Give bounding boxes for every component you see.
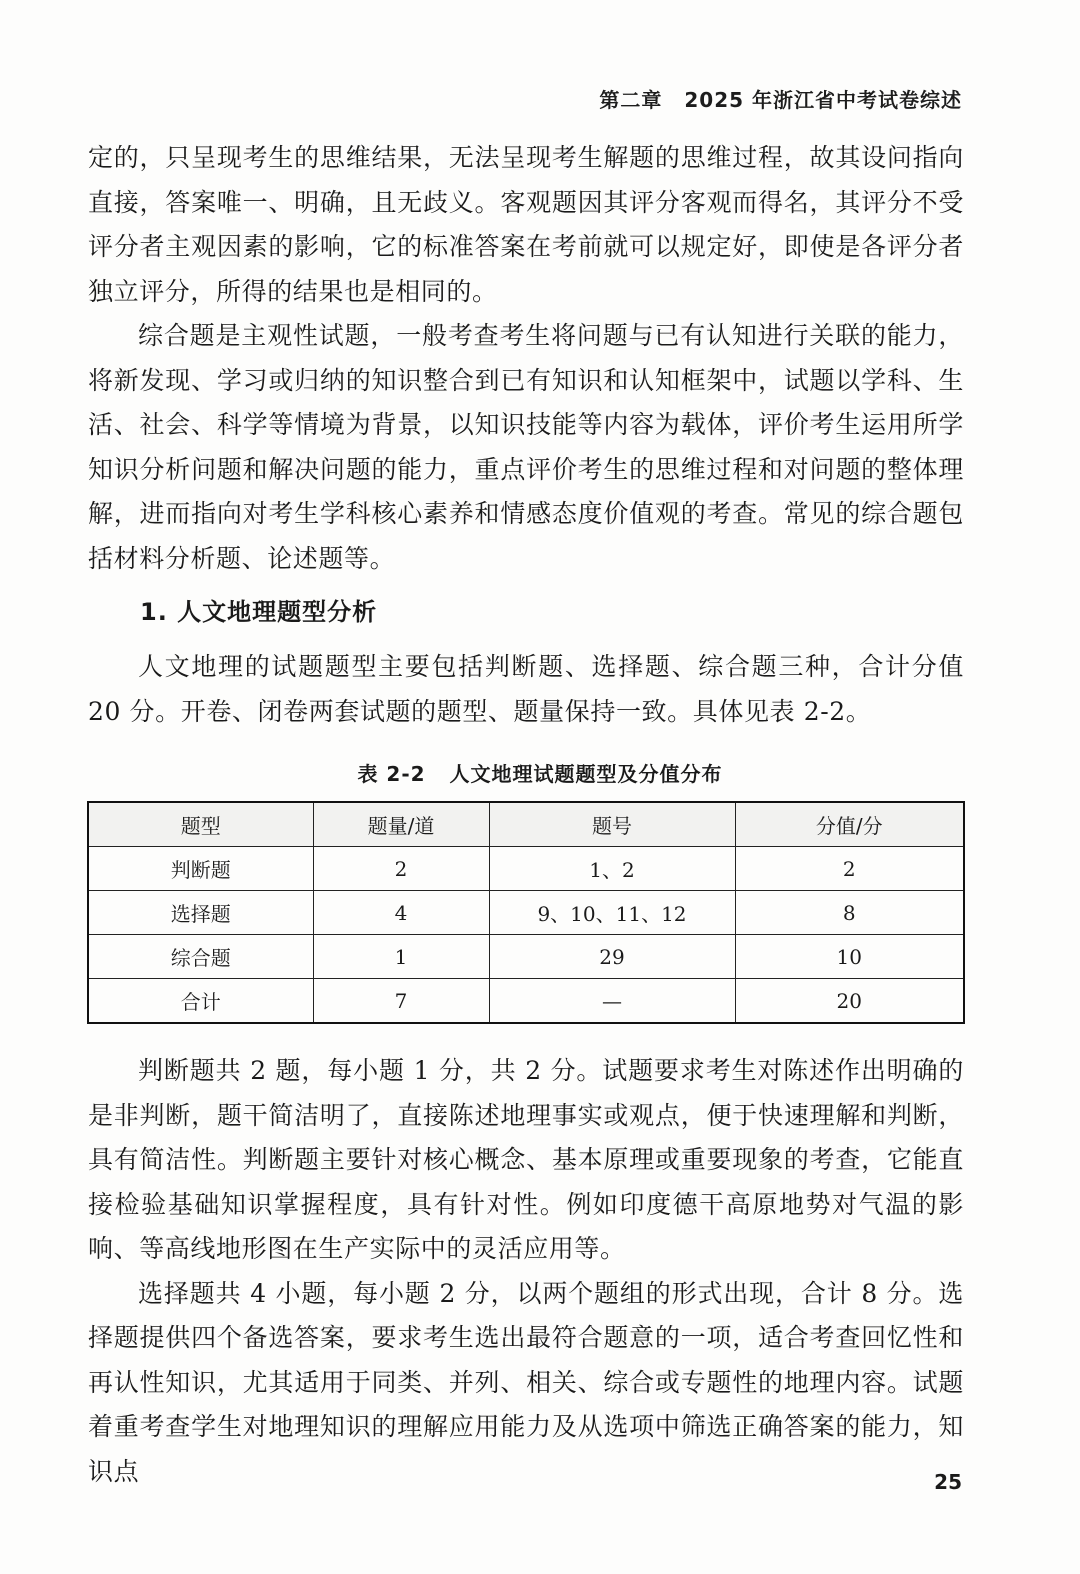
table-cell: 综合题 [88, 935, 313, 979]
paragraph: 选择题共 4 小题，每小题 2 分，以两个题组的形式出现，合计 8 分。选择题提供四个备选答案，要求考生选出最符合题意的一项，适合考查回忆性和再认性知识，尤其适用于同类、并列、相关、综合或专题性的地理内容。试题着重考查学生对地理知识的理解应用能力及从选项中筛选正确答案的能力，知识点 [88, 1278, 964, 1486]
chapter-title: 2025 年浙江省中考试卷综述 [684, 88, 962, 112]
table-cell: 8 [735, 891, 964, 935]
table-caption-title: 人文地理试题题型及分值分布 [449, 762, 723, 786]
table-cell: 1、2 [489, 847, 735, 891]
page-number: 25 [934, 1470, 962, 1494]
table-header-cell: 题量/道 [313, 802, 489, 847]
table-cell: 2 [313, 847, 489, 891]
table-header-cell: 题号 [489, 802, 735, 847]
table-cell: 合计 [88, 979, 313, 1024]
paragraph: 定的，只呈现考生的思维结果，无法呈现考生解题的思维过程，故其设问指向直接，答案唯一、明确，且无歧义。客观题因其评分客观而得名，其评分不受评分者主观因素的影响，它的标准答案在考前就可以规定好，即使是各评分者独立评分，所得的结果也是相同的。 [88, 143, 964, 306]
table-header-row [88, 802, 964, 847]
table-cell: 4 [313, 891, 489, 935]
body-text-bottom [88, 1049, 964, 1494]
table-cell: 判断题 [88, 847, 313, 891]
table-header-cell: 分值/分 [735, 802, 964, 847]
table-cell: 7 [313, 979, 489, 1024]
paragraph: 判断题共 2 题，每小题 1 分，共 2 分。试题要求考生对陈述作出明确的是非判断，题干简洁明了，直接陈述地理事实或观点，便于快速理解和判断，具有简洁性。判断题主要针对核心概念、基本原理或重要现象的考查，它能直接检验基础知识掌握程度，具有针对性。例如印度德干高原地势对气温的影响、等高线地形图在生产实际中的灵活应用等。 [88, 1056, 964, 1263]
table-cell: 29 [489, 935, 735, 979]
table-cell: 选择题 [88, 891, 313, 935]
table-row [88, 979, 964, 1024]
chapter-label: 第二章 [599, 88, 663, 112]
section-heading: 1. 人文地理题型分析 [140, 598, 378, 626]
body-text-intro [88, 645, 964, 734]
paragraph: 人文地理的试题题型主要包括判断题、选择题、综合题三种，合计分值 20 分。开卷、闭卷两套试题的题型、题量保持一致。具体见表 2-2。 [88, 652, 964, 726]
paragraph: 综合题是主观性试题，一般考查考生将问题与已有认知进行关联的能力，将新发现、学习或归纳的知识整合到已有知识和认知框架中，试题以学科、生活、社会、科学等情境为背景，以知识技能等内容为载体，评价考生运用所学知识分析问题和解决问题的能力，重点评价考生的思维过程和对问题的整体理解，进而指向对考生学科核心素养和情感态度价值观的考查。常见的综合题包括材料分析题、论述题等。 [88, 321, 964, 573]
score-distribution-table [87, 801, 965, 1024]
table-header-cell: 题型 [88, 802, 313, 847]
table-cell: 10 [735, 935, 964, 979]
running-header [599, 84, 962, 113]
table-cell: 20 [735, 979, 964, 1024]
body-text-top [88, 136, 964, 581]
table-cell: 2 [735, 847, 964, 891]
table-cell: — [489, 979, 735, 1024]
table-caption-number: 表 2-2 [357, 762, 426, 786]
table-cell: 9、10、11、12 [489, 891, 735, 935]
table-row [88, 891, 964, 935]
table-row [88, 847, 964, 891]
table-caption [0, 758, 1080, 787]
table-row [88, 935, 964, 979]
table-cell: 1 [313, 935, 489, 979]
